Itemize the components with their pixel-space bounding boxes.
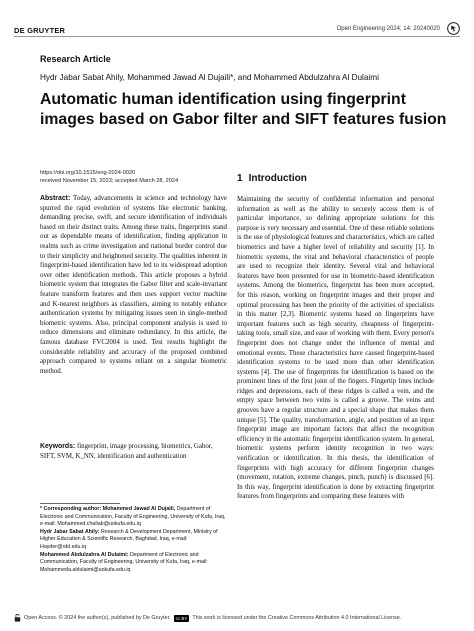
section-heading	[237, 173, 313, 184]
abstract	[40, 194, 227, 376]
publisher-name: DE GRUYTER	[14, 26, 66, 35]
copyright-text: Open Access. © 2024 the author(s), published by De Gruyter.	[24, 615, 171, 621]
footnote-text: Research & Development Department, Ministry of Higher Education & Scientific Research, Baghdad, Iraq, e-mail: Hayder@rdd.edu.iq	[40, 528, 218, 550]
footnote-author-1	[40, 529, 227, 552]
received-accepted-dates: received November 15, 2023; accepted March 28, 2024	[40, 178, 179, 185]
author-footnotes	[40, 506, 227, 574]
footnote-text: Department of Electronic and Communication, Faculty of Engineering, University of Kufa, Iraq, e-mail: Mohammed.challab@uokufa.edu.iq	[40, 506, 226, 528]
footnote-author-3	[40, 552, 227, 575]
license-footer	[14, 614, 460, 622]
footnote-label: * Corresponding author: Mohammed Jawad Al Dujaili,	[40, 506, 176, 512]
footnote-rule	[40, 503, 120, 504]
section-title: Introduction	[248, 173, 307, 184]
article-type: Research Article	[40, 54, 111, 64]
doi-link[interactable]: https://doi.org/10.1515/eng-2024-0020	[40, 170, 136, 176]
journal-citation: Open Engineering 2024; 14: 20240020	[336, 26, 440, 32]
keywords	[40, 442, 227, 461]
open-access-icon	[447, 22, 460, 35]
keywords-label: Keywords:	[40, 443, 76, 450]
open-lock-icon	[14, 614, 21, 622]
abstract-text: Today, advancements in science and technology have spurred the rapid evolution of systems like electronic banking, demanding precise, swift, and secure identification of individuals based on their distinct traits. Among these traits, fingerprints stand out as dependable means of identification, finding application in realms such as crime investigation and national border control due to their simplicity and heightened security. The qualities inherent in fingerprint-based identification have led to its widespread adoption over other identification methods. This article proposes a hybrid biometric system that integrates the Gabor filter and scale-invariant feature transform features and then uses support vector machine and K-nearest neighbors as classifiers, aiming to notably enhance authentication systems by mitigating issues seen in single-method biometric systems. Also, principal component analysis is used to reduce dimensions and eliminate redundancy. In this article, the famous database FVC2004 is used. Test results highlight the considerable reliability and accuracy of the proposed combined approach compared to systems reliant on a singular biometric method.	[40, 195, 227, 375]
footnote-label: Mohammed Abdulzahra Al Dulaimi:	[40, 551, 129, 558]
paper-title: Automatic human identification using fingerprint images based on Gabor filter and SIFT features fusion	[40, 91, 447, 128]
abstract-label: Abstract:	[40, 195, 71, 202]
cc-by-label: cc BY	[175, 615, 188, 621]
introduction-body: Maintaining the security of confidential information and personal information as well as the ability to securely access them is of particular importance, so defining appropriate solutions for this purpose is very necessary and essential. One of these reliable solutions is the use of physiological features and characteristics, which are called biometrics and have a higher level of reliability and security [1]. In biometric systems, the vital and behavioral characteristics of people are used to recognize their identity. Several vital and behavioral features have been presented for use in biometric-based identification systems. Among the biometrics, fingerprint has been more accepted, for this reason, working on fingerprint images and their proper and optimal processing has been the priority of the activities of specialists in this matter [2,3]. Biometric systems based on fingerprints have important features such as high security, cheapness of fingerprint-taking tools, small size, and ease of working with them. Every person's fingerprint does not change under the influence of mental and emotional events. These characteristics have caused fingerprint-based identification systems to be used more than other identification systems [4]. The use of fingerprints for identification is based on the prominent lines of the first joint of the fingers. Fingertip lines include ridges and depressions, each of these ridges is called a vein, and the empty space between two veins is called a groove. The veins and grooves have a regular structure and a special shape that makes them unique [5]. The quality, transformation, angle, and position of an input fingerprint image are important factors that affect the recognition efficiency in the automatic fingerprint identification system. In general, biometric systems perform identity recognition in two ways: verification or identification. In this thesis, the identification of fingerprints with high accuracy for different fingerprint changes (movement, rotation, extreme changes, pinch, punch) is discussed [6]. In this way, fingerprint identification is done by extracting fingerprint features from fingerprints and comparing these features with	[237, 196, 434, 501]
keywords-text: fingerprint, image processing, biometrics, Gabor, SIFT, SVM, K_NN, identification and authentication	[40, 443, 213, 460]
footnote-text: Department of Electronic and Communication, Faculty of Engineering, University of Kufa, Iraq, e-mail: Mohammeda.aldulaimi@uokufa.edu.iq	[40, 551, 208, 573]
article-meta	[40, 169, 178, 185]
section-number: 1	[237, 173, 243, 184]
license-text: This work is licensed under the Creative Commons Attribution 4.0 International License.	[192, 615, 402, 621]
author-list: Hydr Jabar Sabat Ahily, Mohammed Jawad Al Dujaili*, and Mohammed Abdulzahra Al Dulaimi	[40, 73, 379, 82]
header-rule	[14, 36, 460, 37]
footnote-label: Hydr Jabar Sabat Ahily:	[40, 528, 100, 535]
footnote-corresponding	[40, 506, 227, 529]
cc-by-badge[interactable]	[174, 615, 190, 622]
